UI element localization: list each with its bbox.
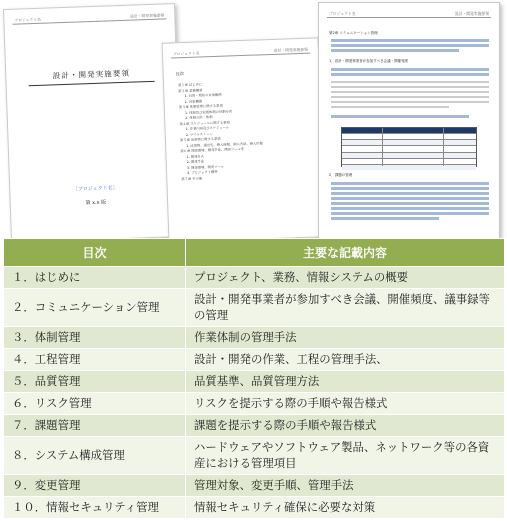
text-line bbox=[331, 44, 489, 47]
toc-line: 1. 体制及び実施体制の役割分担 bbox=[184, 108, 233, 115]
row-content: ハードウェアやソフトウェア製品、ネットワーク等の各資産における管理項目 bbox=[186, 437, 505, 475]
table-row bbox=[4, 349, 505, 371]
text-line bbox=[331, 49, 459, 52]
detail-header-left: プロジェクト名 bbox=[329, 11, 356, 16]
toc-list bbox=[178, 79, 312, 183]
cover-title: 設計・開発実施要領 bbox=[52, 68, 131, 81]
text-line bbox=[331, 73, 489, 76]
cover-project-placeholder: ［プロジェクト名］ bbox=[72, 185, 118, 193]
table-row bbox=[4, 371, 505, 393]
text-line bbox=[331, 217, 439, 220]
text-line bbox=[331, 68, 489, 71]
toc-page-thumbnail bbox=[162, 37, 326, 238]
table-header-row bbox=[4, 239, 505, 267]
toc-line: 第６章 開発環境、開発手法、開発ツール等 bbox=[180, 146, 245, 154]
toc-line: 2. マイルストーン bbox=[185, 131, 213, 137]
table-row bbox=[4, 475, 505, 497]
toc-line: 第２章 業務概要 bbox=[178, 87, 203, 93]
detail-page-thumbnail bbox=[318, 2, 500, 238]
toc-line: 第７章 その他 bbox=[181, 175, 203, 181]
text-line bbox=[331, 207, 489, 210]
text-line bbox=[331, 187, 489, 190]
toc-line: 1. 目的・現状の対象範囲 bbox=[184, 92, 222, 99]
row-content: 情報セキュリティ確保に必要な対策 bbox=[186, 497, 505, 519]
cover-header-right: 設計・開発実施要領 bbox=[130, 12, 165, 19]
text-line bbox=[331, 96, 489, 98]
cover-edition: 第 x.x 版 bbox=[85, 199, 107, 207]
toc-line: 2. 対象機器 bbox=[184, 98, 203, 104]
detail-subsection-2: 2．課題の管理 bbox=[329, 173, 353, 177]
row-content: 作業体制の管理手法 bbox=[186, 327, 505, 349]
table-row bbox=[4, 415, 505, 437]
table-row bbox=[4, 289, 505, 327]
title-rule bbox=[29, 81, 155, 86]
row-item: ７．課題管理 bbox=[4, 415, 186, 437]
document-preview-area bbox=[0, 0, 507, 238]
text-line bbox=[331, 202, 489, 205]
toc-line: 第４章 スケジュールに関する事項 bbox=[179, 119, 230, 126]
toc-line: 1. 開発方式 bbox=[186, 153, 204, 159]
table-row bbox=[4, 437, 505, 475]
row-content: 品質基準、品質管理方法 bbox=[186, 371, 505, 393]
toc-line: 第３章 体制管理に関する事項 bbox=[178, 103, 223, 110]
row-item: ８．システム構成管理 bbox=[4, 437, 186, 475]
toc-line: 第５章 成果物に関する事項 bbox=[179, 136, 221, 143]
mini-meeting-table bbox=[341, 127, 477, 167]
toc-summary-table bbox=[3, 238, 505, 519]
row-item: ２．コミュニケーション管理 bbox=[4, 289, 186, 327]
toc-line: 4. プロジェクト標準 bbox=[187, 169, 218, 175]
row-item: ５．品質管理 bbox=[4, 371, 186, 393]
header-main-content: 主要な記載内容 bbox=[186, 239, 505, 267]
toc-header-right: 設計・開発実施要領 bbox=[273, 46, 308, 53]
text-line bbox=[331, 182, 489, 185]
row-item: １．はじめに bbox=[4, 267, 186, 289]
toc-line: 3. 開発環境、開発ツール bbox=[186, 164, 225, 170]
row-content: 設計・開発事業者が参加すべき会議、開催頻度、議事録等の管理 bbox=[186, 289, 505, 327]
text-line bbox=[331, 115, 469, 118]
text-line bbox=[331, 81, 489, 83]
row-item: ９．変更管理 bbox=[4, 475, 186, 497]
text-line bbox=[331, 197, 489, 200]
toc-line: 2. 開発手法 bbox=[186, 159, 205, 164]
header-rule bbox=[327, 17, 491, 18]
toc-line: 第１章 はじめに bbox=[177, 82, 203, 88]
cover-header-left: プロジェクト名 bbox=[14, 16, 41, 23]
text-line bbox=[331, 106, 449, 108]
detail-subsection-1: 1．設計・開発事業者が参加すべき会議・開催頻度 bbox=[329, 59, 409, 63]
text-line bbox=[331, 91, 489, 93]
row-content: 設計・開発の作業、工程の管理手法、 bbox=[186, 349, 505, 371]
row-content: プロジェクト、業務、情報システムの概要 bbox=[186, 267, 505, 289]
toc-line: 1. 成果物、提出先、納入時期、納入方法、納入形態 bbox=[186, 140, 263, 148]
header-toc: 目次 bbox=[4, 239, 186, 267]
row-item: ４．工程管理 bbox=[4, 349, 186, 371]
text-line bbox=[331, 212, 489, 215]
detail-header-right: 設計・開発実施要領 bbox=[454, 11, 489, 16]
row-item: １０．情報セキュリティ管理 bbox=[4, 497, 186, 519]
text-line bbox=[331, 101, 489, 103]
row-content: リスクを提示する際の手順や報告様式 bbox=[186, 393, 505, 415]
row-content: 課題を提示する際の手順や報告様式 bbox=[186, 415, 505, 437]
text-line bbox=[331, 86, 489, 88]
table-row bbox=[4, 497, 505, 519]
toc-header-left: プロジェクト名 bbox=[172, 50, 200, 57]
text-line bbox=[331, 39, 489, 42]
cover-page-thumbnail bbox=[3, 3, 183, 238]
row-item: ６．リスク管理 bbox=[4, 393, 186, 415]
toc-title: 目次 bbox=[175, 71, 185, 77]
table-row bbox=[4, 327, 505, 349]
text-line bbox=[331, 192, 489, 195]
table-row bbox=[4, 393, 505, 415]
detail-section-heading: 第2章 コミュニケーション管理 bbox=[329, 31, 378, 35]
table-row bbox=[4, 267, 505, 289]
row-item: ３．体制管理 bbox=[4, 327, 186, 349]
toc-line: 2. 体制の図・体制 bbox=[185, 115, 213, 121]
toc-line: 1. 作業内容及びスケジュール bbox=[185, 125, 230, 132]
row-content: 管理対象、変更手順、管理手法 bbox=[186, 475, 505, 497]
